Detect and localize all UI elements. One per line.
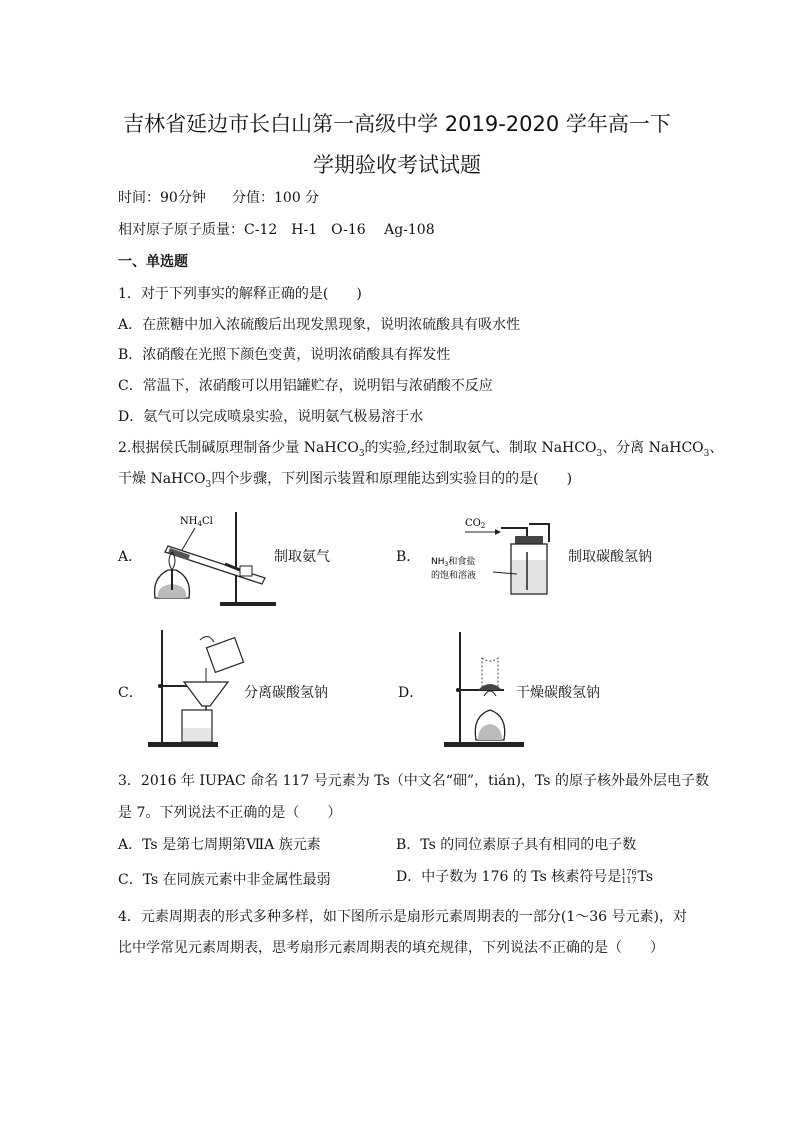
- q3-option-b: B．Ts 的同位素原子具有相同的电子数: [396, 837, 637, 853]
- q2-option-c-letter: C．: [118, 685, 143, 701]
- q1-option-a: A．在蔗糖中加入浓硫酸后出现发黑现象，说明浓硫酸具有吸水性: [118, 317, 521, 333]
- sodium-bicarbonate-preparation-apparatus-figure: [425, 512, 565, 602]
- q3-option-c: C．Ts 在同族元素中非金属性最弱: [118, 872, 331, 888]
- element-symbol: Ts: [637, 869, 654, 885]
- solution-label-line-1: $NH_3$和食盐: [431, 557, 476, 568]
- q4-stem-line-1: 4．元素周期表的形式多种多样，如下图所示是扇形元素周期表的一部分(1～36 号元素)，对: [118, 909, 688, 925]
- atomic-mass-info: 相对原子原子质量：C-12 H-1 O-16 Ag-108: [118, 222, 435, 238]
- subscript: 3: [205, 479, 212, 490]
- q2-stem-part: 四个步骤，下列图示装置和原理能达到实验目的的是( ): [211, 471, 573, 487]
- subscript: 3: [596, 448, 603, 459]
- q3-option-d-text: D．中子数为 176 的 Ts 核素符号是: [396, 869, 622, 885]
- q2-option-c-caption: 分离碳酸氢钠: [244, 685, 328, 701]
- nh4cl-label: $NH_4Cl$: [180, 516, 213, 528]
- q2-option-b-letter: B．: [396, 549, 421, 565]
- co2-label: $CO_2$: [465, 518, 486, 530]
- q2-stem-part: 干燥 NaHCO: [118, 471, 206, 487]
- subscript: 3: [703, 448, 710, 459]
- solution-label-line-2: 的饱和溶液: [431, 571, 477, 581]
- atomic-number: 117: [621, 876, 637, 885]
- exam-time: 时间：90分钟: [118, 190, 206, 206]
- subscript: 3: [358, 448, 365, 459]
- q1-option-b: B．浓硝酸在光照下颜色变黄，说明浓硝酸具有挥发性: [118, 347, 451, 363]
- nuclide-numbers: [621, 869, 636, 885]
- page-title-line-1: 吉林省延边市长白山第一高级中学 2019-2020 学年高一下: [123, 112, 671, 136]
- q1-stem: 1．对于下列事实的解释正确的是( ): [118, 286, 362, 302]
- page-title-line-2: 学期验收考试试题: [313, 153, 481, 177]
- q3-option-a: A．Ts 是第七周期第ⅦA 族元素: [118, 837, 321, 853]
- q3-stem-line-2: 是 7。下列说法不正确的是（ ）: [118, 805, 342, 821]
- exam-score: 分值：100 分: [232, 190, 320, 206]
- q4-stem-line-2: 比中学常见元素周期表，思考扇形元素周期表的填充规律，下列说法不正确的是（ ）: [118, 940, 664, 956]
- mass-number: 176: [621, 868, 637, 877]
- q2-stem-part: 2.根据侯氏制碱原理制备少量 NaHCO: [118, 440, 359, 456]
- section-title: 一、单选题: [118, 254, 188, 270]
- q1-option-c: C．常温下，浓硝酸可以用铝罐贮存，说明铝与浓硝酸不反应: [118, 378, 493, 394]
- q2-stem-part: 、: [709, 440, 724, 456]
- q2-stem-line-1: [118, 437, 723, 459]
- q2-option-a-letter: A．: [118, 549, 143, 565]
- ammonia-preparation-apparatus-figure: [140, 508, 280, 608]
- q3-stem-line-1: 3．2016 年 IUPAC 命名 117 号元素为 Ts（中文名“鿬”，tián)，Ts 的原子核外最外层电子数: [118, 773, 709, 789]
- filtration-apparatus-figure: [148, 628, 248, 750]
- q2-option-d-letter: D．: [398, 685, 424, 701]
- q2-stem-line-2: [118, 468, 572, 490]
- q1-option-d: D．氨气可以完成喷泉实验，说明氨气极易溶于水: [118, 409, 424, 425]
- q2-option-a-caption: 制取氨气: [274, 549, 330, 565]
- q2-option-d-caption: 干燥碳酸氢钠: [516, 685, 600, 701]
- q2-option-b-caption: 制取碳酸氢钠: [568, 549, 652, 565]
- q2-stem-part: 的实验,经过制取氨气、制取 NaHCO: [364, 440, 597, 456]
- q2-stem-part: 、分离 NaHCO: [602, 440, 704, 456]
- q3-option-d: [396, 866, 653, 886]
